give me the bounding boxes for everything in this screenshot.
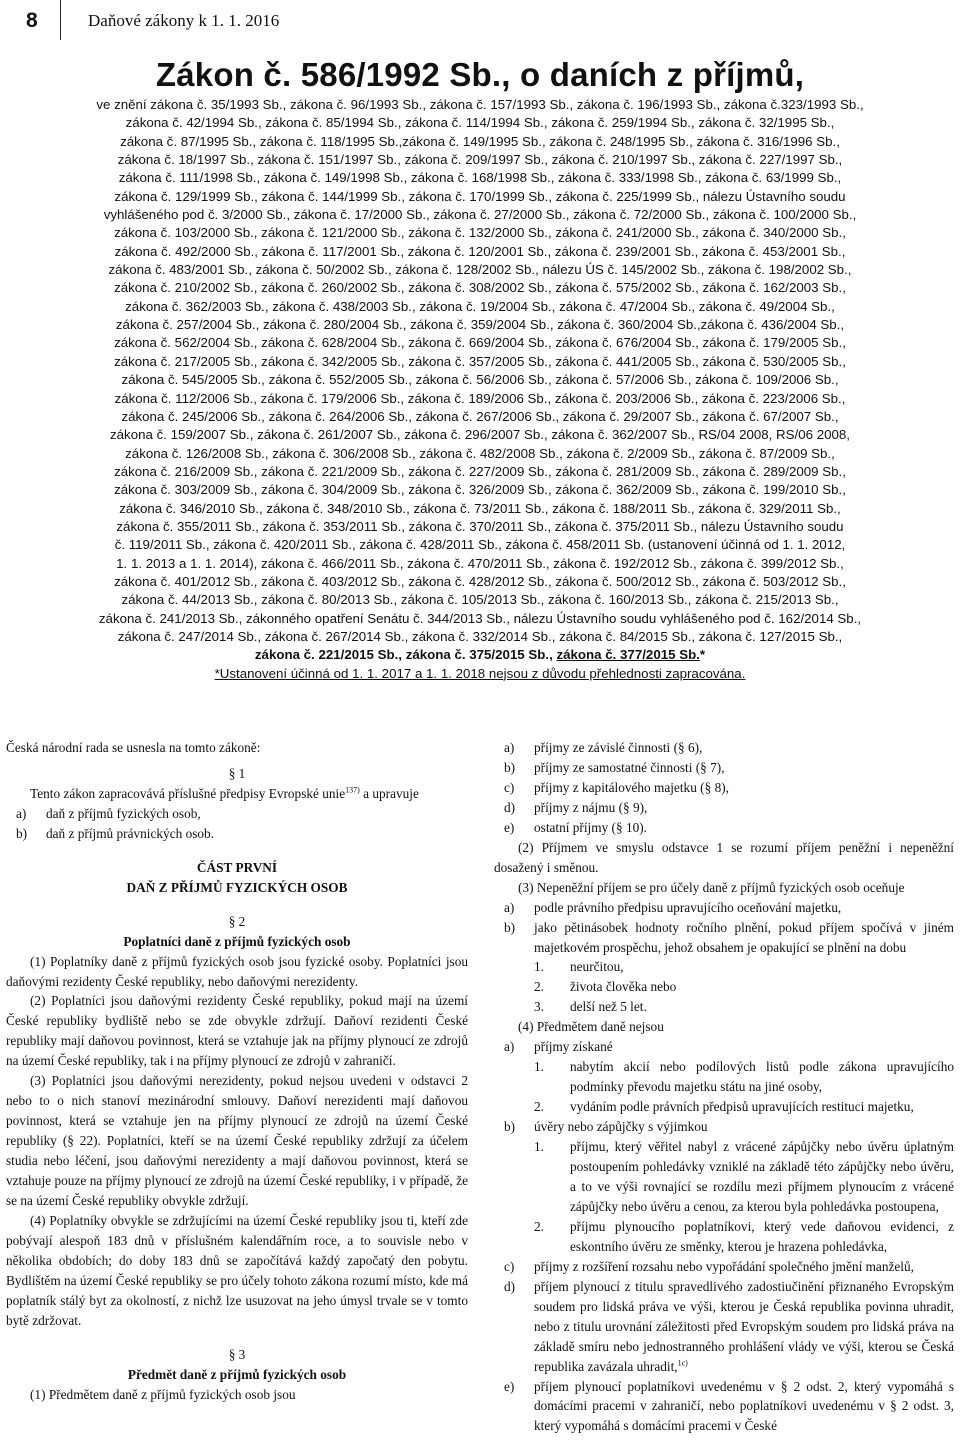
para-3-item-b: b) jako pětinásobek hodnoty ročního plnění, pokud příjem spočívá v jiném majetkovém prospěchu, jehož obsahem je opakující se plnění na dobu: [504, 919, 954, 955]
amendment-line: zákona č. 217/2005 Sb., zákona č. 342/2005 Sb., zákona č. 357/2005 Sb., zákona č. 441/2005 Sb., zákona č. 530/2005 Sb.,: [114, 353, 846, 369]
income-type-item: d) příjmy z nájmu (§ 9),: [504, 799, 648, 815]
income-type-item: b) příjmy ze samostatné činnosti (§ 7),: [504, 759, 725, 775]
section-1-number: § 1: [228, 765, 246, 781]
amendment-line: zákona č. 44/2013 Sb., zákona č. 80/2013 Sb., zákona č. 105/2013 Sb., zákona č. 160/2013 Sb., zákona č. 215/2013 Sb.,: [121, 592, 839, 608]
para-3-item-a: a) podle právního předpisu upravujícího oceňování majetku,: [504, 899, 842, 915]
amendment-note: *Ustanovení účinná od 1. 1. 2017 a 1. 1. 2018 nejsou z důvodu přehlednosti zapracována.: [214, 665, 746, 681]
amendment-line: zákona č. 562/2004 Sb., zákona č. 628/2004 Sb., zákona č. 669/2004 Sb., zákona č. 676/2004 Sb., zákona č. 179/2005 Sb.,: [114, 335, 846, 351]
amendment-star: *: [699, 647, 706, 663]
amendment-line: zákona č. 545/2005 Sb., zákona č. 552/2005 Sb., zákona č. 56/2006 Sb., zákona č. 57/2006 Sb., zákona č. 109/2006 Sb.,: [121, 372, 839, 388]
amendment-line: zákona č. 247/2014 Sb., zákona č. 267/2014 Sb., zákona č. 332/2014 Sb., zákona č. 84/2015 Sb., zákona č. 127/2015 Sb.,: [117, 628, 843, 644]
section-2-para-2: (2) Poplatníci jsou daňovými rezidenty České republiky, pokud mají na území České republiky bydliště nebo se zde obvykle zdržují. Daňoví rezidenti České republiky mají daňovou povinnost, která se vztahuje jak na příjmy plynoucí ze zdrojů na území České republiky, tak i na příjmy plynoucí ze zdrojů v zahraničí.: [6, 993, 468, 1069]
amendment-line: zákona č. 210/2002 Sb., zákona č. 260/2002 Sb., zákona č. 308/2002 Sb., zákona č. 575/2002 Sb., zákona č. 162/2003 Sb.,: [114, 280, 846, 296]
amendment-line: zákona č. 129/1999 Sb., zákona č. 144/1999 Sb., zákona č. 170/1999 Sb., zákona č. 225/1999 Sb., nálezu Ústavního soudu: [114, 188, 846, 204]
section-2-para-1: (1) Poplatníky daně z příjmů fyzických osob jsou fyzické osoby. Poplatníci jsou daňovými rezidenty České republiky, nebo daňovými nerezidenty.: [6, 953, 468, 989]
amendment-line: zákona č. 355/2011 Sb., zákona č. 353/2011 Sb., zákona č. 370/2011 Sb., zákona č. 375/2011 Sb., nálezu Ústavního soudu: [116, 518, 844, 534]
amendment-line: zákona č. 159/2007 Sb., zákona č. 261/2007 Sb., zákona č. 296/2007 Sb., zákona č. 362/2007 Sb., RS/04 2008, RS/06 2008,: [110, 427, 850, 443]
amendment-lines: [34, 96, 926, 646]
income-type-item: e) ostatní příjmy (§ 10).: [504, 819, 648, 835]
left-column: [6, 738, 468, 1405]
section-3-para-3: (3) Nepeněžní příjem se pro účely daně z příjmů fyzických osob oceňuje: [518, 879, 905, 895]
income-type-item: a) příjmy ze závislé činnosti (§ 6),: [504, 740, 703, 755]
amendment-line: ve znění zákona č. 35/1993 Sb., zákona č. 96/1993 Sb., zákona č. 157/1993 Sb., zákona č. 196/1993 Sb., zákona č.323/1993 Sb.,: [96, 97, 864, 112]
amendment-line: zákona č. 42/1994 Sb., zákona č. 85/1994 Sb., zákona č. 114/1994 Sb., zákona č. 259/1994 Sb., zákona č. 32/1995 Sb.,: [125, 115, 835, 131]
part-title: DAŇ Z PŘÍJMŮ FYZICKÝCH OSOB: [126, 879, 348, 895]
amendment-line: zákona č. 216/2009 Sb., zákona č. 221/2009 Sb., zákona č. 227/2009 Sb., zákona č. 281/2009 Sb., zákona č. 289/2009 Sb.,: [114, 463, 846, 479]
para-4-item-d: d) příjem plynoucí z titulu spravedlivého zadostiučinění přiznaného Evropským soudem pro lidská práva ve výši, kterou je Česká republika povinna uhradit, nebo z titulu urovnání záležitosti před Evropským soudem pro lidská práva na základě smíru nebo jednostranného prohlášení vlády ve výši, kterou se Česká republika zavázala uhradit,$^{1c)}$: [504, 1278, 954, 1374]
section-2-title: Poplatníci daně z příjmů fyzických osob: [123, 933, 351, 949]
law-title: Zákon č. 586/1992 Sb., o daních z příjmů,: [155, 56, 805, 93]
section-3-title: Předmět daně z příjmů fyzických osob: [127, 1366, 347, 1382]
page-number: 8: [26, 9, 38, 32]
list-subitem: 1. nabytím akcií nebo podílových listů podle zákona upravujícího podmínky převodu majetku státu na jiné osoby,: [534, 1059, 954, 1095]
amendment-line: zákona č. 103/2000 Sb., zákona č. 121/2000 Sb., zákona č. 132/2000 Sb., zákona č. 241/2000 Sb., zákona č. 340/2000 Sb.,: [114, 225, 846, 241]
footnote-ref: 137): [345, 785, 360, 795]
amendment-line: zákona č. 245/2006 Sb., zákona č. 264/2006 Sb., zákona č. 267/2006 Sb., zákona č. 29/2007 Sb., zákona č. 67/2007 Sb.,: [121, 408, 839, 424]
para-4-item-c: c) příjmy z rozšíření rozsahu nebo vypořádání společného jmění manželů,: [504, 1258, 914, 1274]
amendment-line: zákona č. 346/2010 Sb., zákona č. 348/2010 Sb., zákona č. 73/2011 Sb., zákona č. 188/2011 Sb., zákona č. 329/2011 Sb.,: [119, 500, 841, 516]
amendment-line: vyhlášeného pod č. 3/2000 Sb., zákona č. 17/2000 Sb., zákona č. 27/2000 Sb., zákona č. 72/2000 Sb., zákona č. 100/2000 Sb.,: [103, 207, 857, 223]
amendment-line-final: [34, 646, 926, 664]
section-2-number: § 2: [228, 913, 246, 929]
amendment-line: zákona č. 483/2001 Sb., zákona č. 50/2002 Sb., zákona č. 128/2002 Sb., nálezu ÚS č. 145/2002 Sb., zákona č. 198/2002 Sb.,: [108, 262, 852, 278]
amendment-line: 1. 1. 2013 a 1. 1. 2014), zákona č. 466/2011 Sb., zákona č. 470/2011 Sb., zákona č. 192/2012 Sb., zákona č. 399/2012 Sb.,: [116, 555, 844, 571]
income-type-item: c) příjmy z kapitálového majetku (§ 8),: [504, 779, 729, 795]
section-3-para-4: (4) Předmětem daně nejsou: [518, 1019, 664, 1035]
para-4-item-e: e) příjem plynoucí poplatníkovi uvedenému v § 2 odst. 2, který vypomáhá s domácími pracemi v zahraničí, nebo poplatníkovi uvedenému v § 2 odst. 3, který vypomáhá s domácími pracemi v České: [504, 1378, 954, 1434]
amendment-bold-underlined: zákona č. 377/2015 Sb.: [556, 647, 700, 663]
para-4-item-a-subitems: [494, 1057, 954, 1117]
amendment-line: zákona č. 87/1995 Sb., zákona č. 118/1995 Sb.,zákona č. 149/1995 Sb., zákona č. 248/1995 Sb., zákona č. 316/1996 Sb.,: [120, 133, 840, 149]
amendment-line: zákona č. 241/2013 Sb., zákonného opatření Senátu č. 344/2013 Sb., nálezu Ústavního soudu vyhlášeného pod č. 162/2014 Sb.,: [98, 610, 862, 626]
amendments-block: [34, 96, 926, 683]
header-divider: [60, 0, 61, 40]
amendment-line: zákona č. 401/2012 Sb., zákona č. 403/2012 Sb., zákona č. 428/2012 Sb., zákona č. 500/2012 Sb., zákona č. 503/2012 Sb.,: [114, 573, 846, 589]
list-subitem: 1. neurčitou,: [534, 959, 624, 975]
amendment-line: zákona č. 362/2003 Sb., zákona č. 438/2003 Sb., zákona č. 19/2004 Sb., zákona č. 47/2004 Sb., zákona č. 49/2004 Sb.,: [125, 298, 835, 314]
part-heading: ČÁST PRVNÍ: [196, 859, 278, 875]
section-1-text: Tento zákon zapracovává příslušné předpisy Evropské unie$^{137)}$ a upravuje: [30, 785, 419, 801]
page-header: [0, 0, 960, 40]
footnote-ref: 1c): [677, 1358, 688, 1368]
amendment-line: zákona č. 126/2008 Sb., zákona č. 306/2008 Sb., zákona č. 482/2008 Sb., zákona č. 2/2009 Sb., zákona č. 87/2009 Sb.,: [125, 445, 835, 461]
income-types-list: [494, 738, 954, 838]
amendment-line: zákona č. 257/2004 Sb., zákona č. 280/2004 Sb., zákona č. 359/2004 Sb., zákona č. 360/2004 Sb.,zákona č. 436/2004 Sb.,: [115, 317, 845, 333]
amendment-line: zákona č. 18/1997 Sb., zákona č. 151/1997 Sb., zákona č. 209/1997 Sb., zákona č. 210/1997 Sb., zákona č. 227/1997 Sb.,: [117, 152, 843, 168]
section-3-para-2: (2) Příjmem ve smyslu odstavce 1 se rozumí příjem peněžní i nepeněžní dosažený i směnou.: [494, 839, 954, 875]
section-1-item-b: b) daň z příjmů právnických osob.: [16, 825, 215, 841]
para-4-item-b-subitems: [494, 1137, 954, 1257]
section-3-number: § 3: [228, 1346, 246, 1362]
list-subitem: 2. života člověka nebo: [534, 979, 677, 995]
right-column: [494, 738, 954, 1436]
list-subitem: 3. delší než 5 let.: [534, 999, 647, 1015]
amendment-line: zákona č. 492/2000 Sb., zákona č. 117/2001 Sb., zákona č. 120/2001 Sb., zákona č. 239/2001 Sb., zákona č. 453/2001 Sb.,: [114, 243, 846, 259]
section-2-para-3: (3) Poplatníci jsou daňovými nerezidenty, pokud nejsou uvedeni v odstavci 2 nebo to o nich stanoví mezinárodní smlouvy. Daňoví nerezidenti mají daňovou povinnost, která se vztahuje jen na příjmy plynoucí ze zdrojů na území České republiky (§ 22). Poplatníci, kteří se na území České republiky zdržují za účelem studia nebo léčení, jsou daňovými nerezidenty a mají daňovou povinnost, která se vztahuje pouze na příjmy plynoucí ze zdrojů na území České republiky, i v případě, že se na území České republiky obvykle zdržují.: [6, 1073, 468, 1209]
list-subitem: 2. příjmu plynoucího poplatníkovi, který vede daňovou evidenci, z eskontního úvěru ze směnky, kterou je hrazena pohledávka,: [534, 1218, 954, 1254]
para-4-item-a: a) příjmy získané: [504, 1039, 613, 1055]
amendment-line: zákona č. 303/2009 Sb., zákona č. 304/2009 Sb., zákona č. 326/2009 Sb., zákona č. 362/2009 Sb., zákona č. 199/2010 Sb.,: [114, 482, 846, 498]
section-2-para-4: (4) Poplatníky obvykle se zdržujícími na území České republiky jsou ti, kteří zde pobývají alespoň 183 dnů v příslušném kalendářním roce, a to souvisle nebo v několika obdobích; do doby 183 dnů se započítává každý započatý den pobytu. Bydlištěm na území České republiky se pro účely tohoto zákona rozumí místo, kde má poplatník stálý byt za okolností, z nichž lze usuzovat na jeho úmysl trvale se v tomto bytě zdržovat.: [6, 1212, 468, 1328]
list-subitem: 1. příjmu, který věřitel nabyl z vrácené zápůjčky nebo úvěru úplatným postoupením pohledávky vzniklé na základě této zápůjčky nebo úvěru, a to ve výši rovnající se rozdílu mezi příjmem plynoucím z vrácené zápůjčky nebo úvěru a cenou, za kterou byla pohledávka postoupena,: [534, 1139, 954, 1214]
para-4-item-b: b) úvěry nebo zápůjčky s výjimkou: [504, 1119, 708, 1135]
list-subitem: 2. vydáním podle právních předpisů upravujících restituci majetku,: [534, 1099, 914, 1115]
section-3-para-1: (1) Předmětem daně z příjmů fyzických osob jsou: [30, 1386, 296, 1402]
amendment-line: zákona č. 111/1998 Sb., zákona č. 149/1998 Sb., zákona č. 168/1998 Sb., zákona č. 333/1998 Sb., zákona č. 63/1999 Sb.,: [118, 170, 842, 186]
amendment-bold-a: zákona č. 221/2015 Sb., zákona č. 375/2015 Sb.,: [254, 647, 557, 663]
amendment-line: č. 119/2011 Sb., zákona č. 420/2011 Sb., zákona č. 428/2011 Sb., zákona č. 458/2011 Sb. (ustanovení účinná od 1. 1. 2012,: [114, 537, 846, 553]
running-title: Daňové zákony k 1. 1. 2016: [88, 11, 280, 30]
para-3-item-b-subitems: [494, 957, 954, 1017]
amendment-line: zákona č. 112/2006 Sb., zákona č. 179/2006 Sb., zákona č. 189/2006 Sb., zákona č. 203/2006 Sb., zákona č. 223/2006 Sb.,: [114, 390, 846, 406]
enactment-intro: Česká národní rada se usnesla na tomto zákoně:: [6, 740, 261, 755]
section-1-item-a: a) daň z příjmů fyzických osob,: [16, 805, 201, 821]
